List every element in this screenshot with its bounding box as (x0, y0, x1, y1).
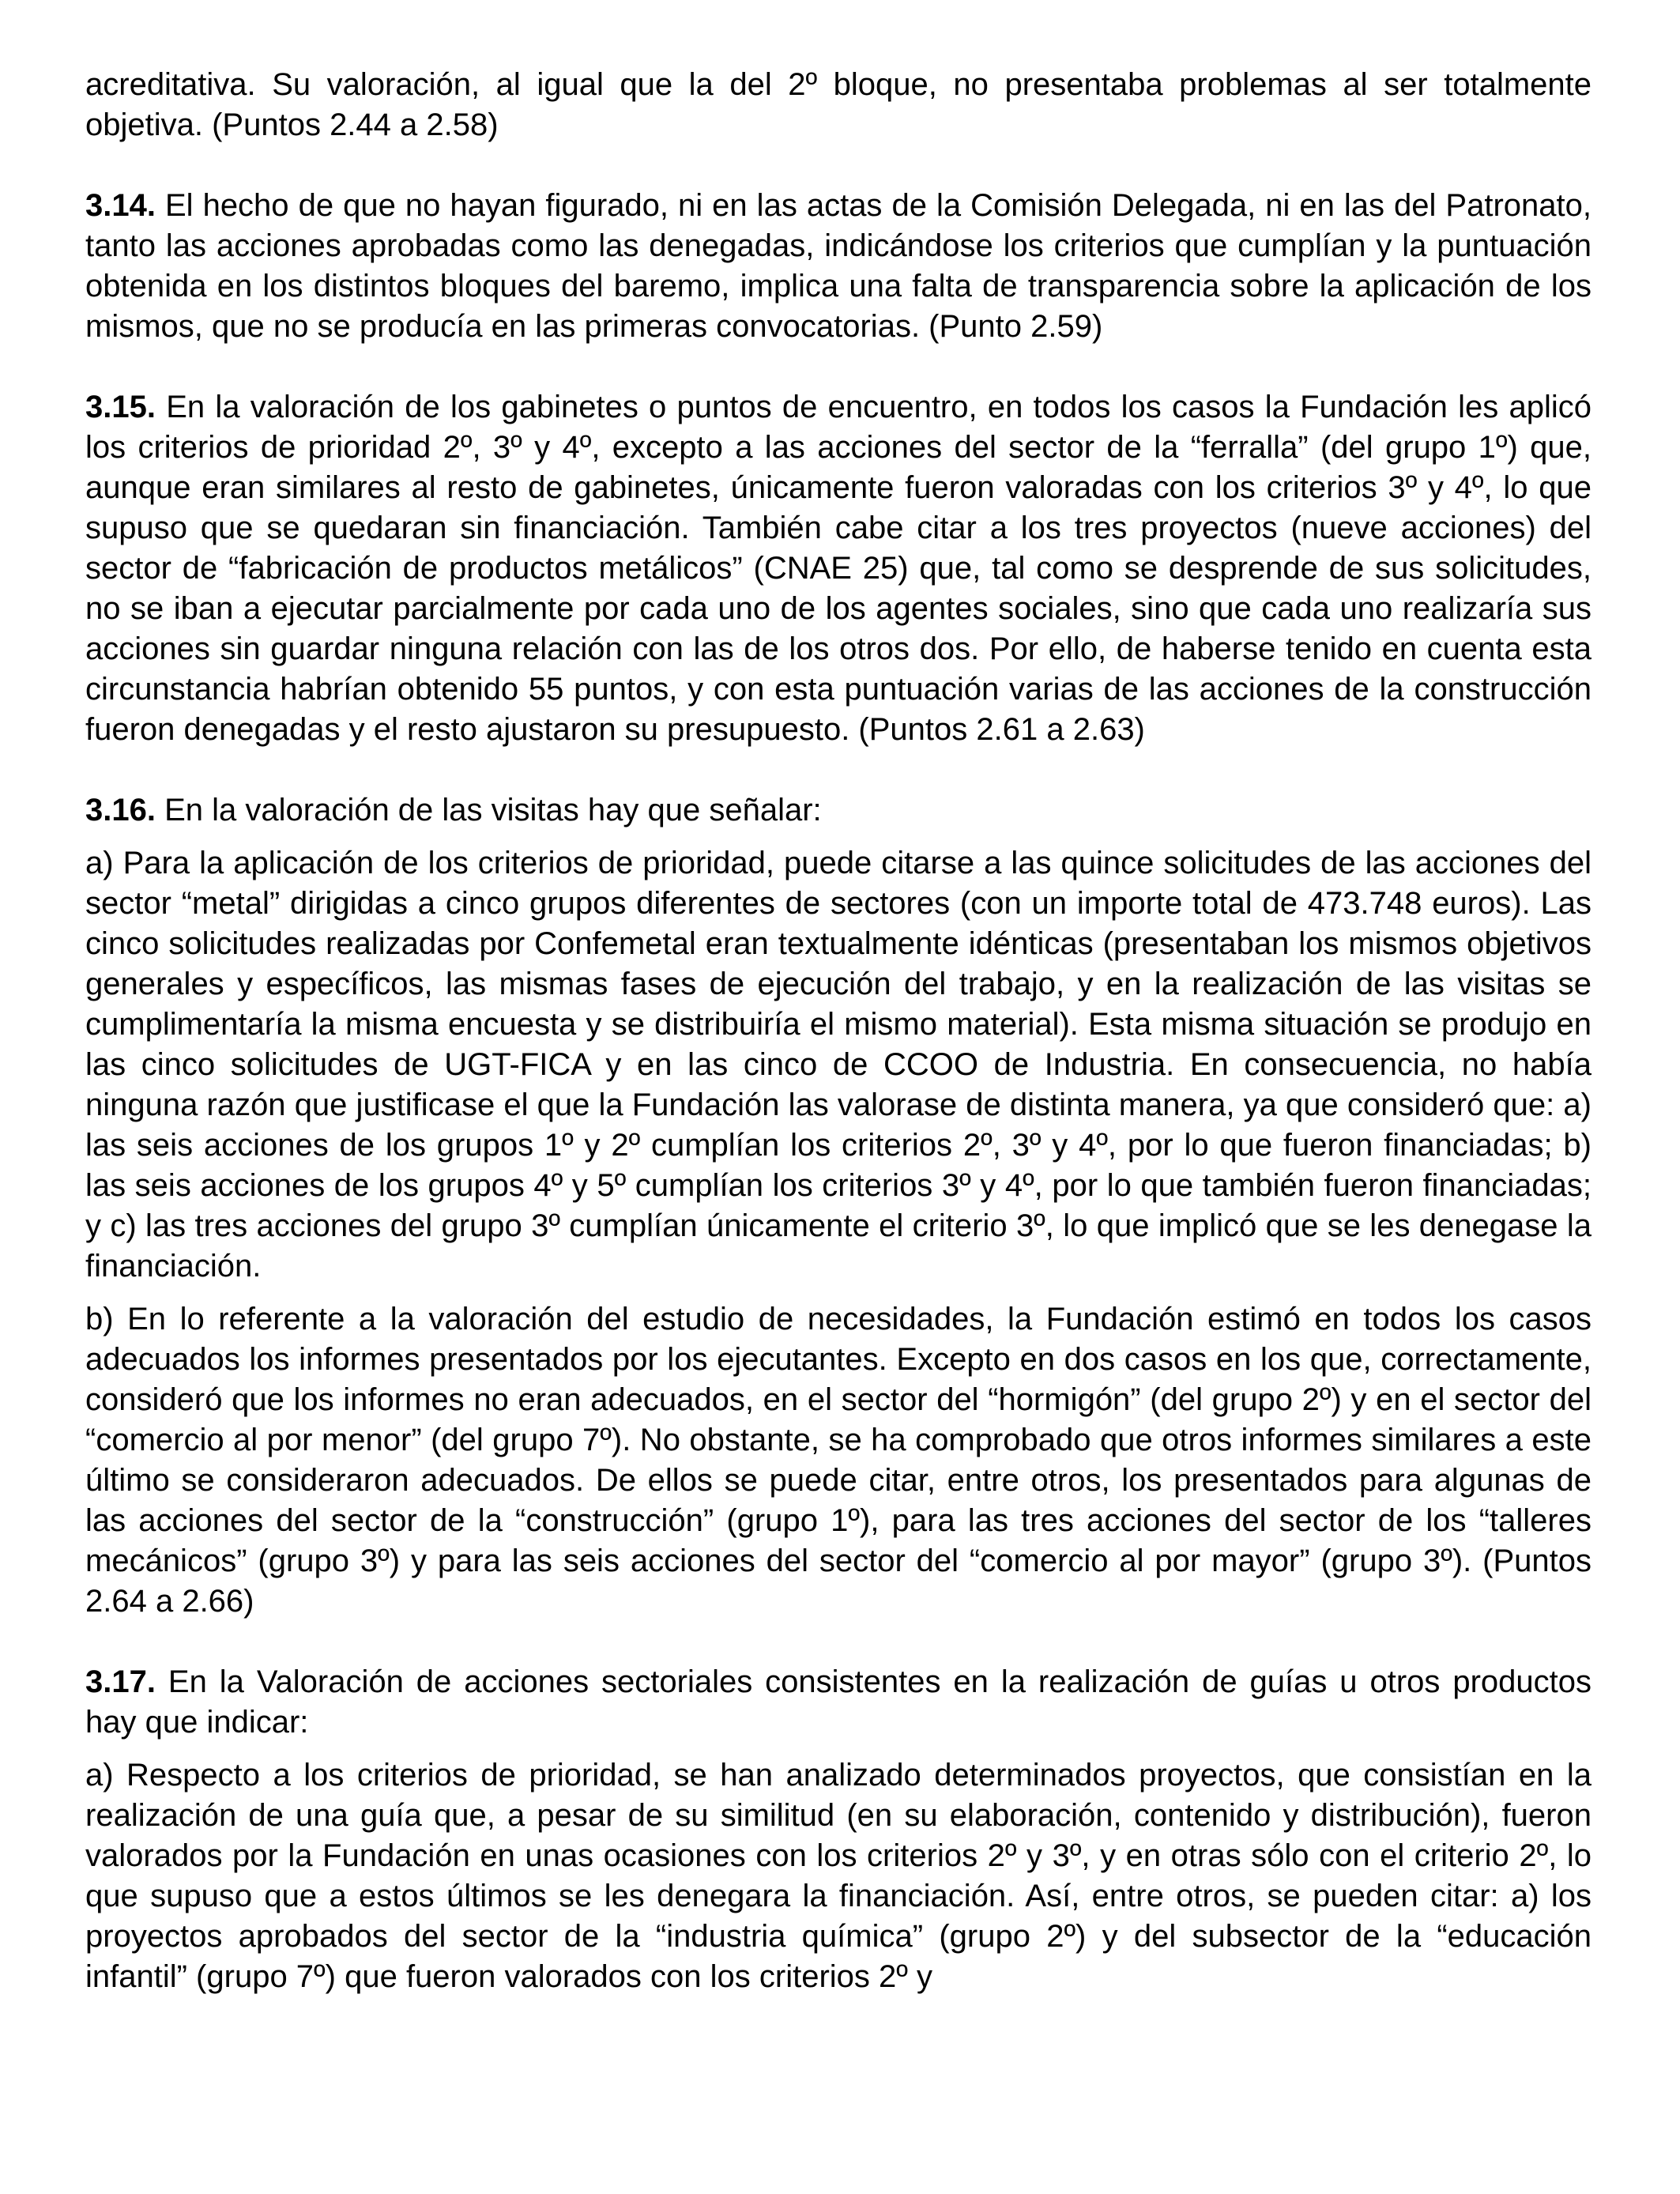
paragraph-3-16-b (85, 1299, 1591, 1622)
paragraph-text: En la valoración de los gabinetes o puntos de encuentro, en todos los casos la Fundación les aplicó los criterios de prioridad 2º, 3º y 4º, excepto a las acciones del sector de la “ferralla” (del grupo 1º) que, aunque eran similares al resto de gabinetes, únicamente fueron valoradas con los criterios 3º y 4º, lo que supuso que se quedaran sin financiación. También cabe citar a los tres proyectos (nueve acciones) del sector de “fabricación de productos metálicos” (CNAE 25) que, tal como se desprende de sus solicitudes, no se iban a ejecutar parcialmente por cada uno de los agentes sociales, sino que cada uno realizaría sus acciones sin guardar ninguna relación con las de los otros dos. Por ello, de haberse tenido en cuenta esta circunstancia habrían obtenido 55 puntos, y con esta puntuación varias de las acciones de la construcción fueron denegadas y el resto ajustaron su presupuesto. (Puntos 2.61 a 2.63) (85, 390, 1591, 747)
paragraph-text: a) Respecto a los criterios de prioridad, se han analizado determinados proyectos, que consistían en la realización de una guía que, a pesar de su similitud (en su elaboración, contenido y distribución), fueron valorados por la Fundación en unas ocasiones con los criterios 2º y 3º, y en otras sólo con el criterio 2º, lo que supuso que a estos últimos se les denegara la financiación. Así, entre otros, se pueden citar: a) los proyectos aprobados del sector de la “industria química” (grupo 2º) y del subsector de la “educación infantil” (grupo 7º) que fueron valorados con los criterios 2º y (85, 1758, 1591, 1994)
paragraph-text: b) En lo referente a la valoración del estudio de necesidades, la Fundación estimó en todos los casos adecuados los informes presentados por los ejecutantes. Excepto en dos casos en los que, correctamente, consideró que los informes no eran adecuados, en el sector del “hormigón” (del grupo 2º) y en el sector del “comercio al por menor” (del grupo 7º). No obstante, se ha comprobado que otros informes similares a este último se consideraron adecuados. De ellos se puede citar, entre otros, los presentados para algunas de las acciones del sector de la “construcción” (grupo 1º), para las tres acciones del sector de los “talleres mecánicos” (grupo 3º) y para las seis acciones del sector del “comercio al por mayor” (grupo 3º). (Puntos 2.64 a 2.66) (85, 1302, 1591, 1619)
paragraph-3-17-a (85, 1755, 1591, 1997)
paragraph-3-17 (85, 1662, 1591, 1743)
paragraph-number: 3.15. (85, 390, 156, 424)
paragraph-number: 3.16. (85, 793, 156, 827)
paragraph-text: En la Valoración de acciones sectoriales consistentes en la realización de guías u otros productos hay que indicar: (85, 1664, 1591, 1740)
paragraph-3-16 (85, 790, 1591, 831)
paragraph-3-15 (85, 387, 1591, 750)
paragraph-continuation (85, 65, 1591, 145)
document-page (85, 65, 1591, 1997)
paragraph-number: 3.17. (85, 1664, 156, 1699)
paragraph-number: 3.14. (85, 188, 156, 223)
paragraph-3-16-a (85, 843, 1591, 1287)
paragraph-text: a) Para la aplicación de los criterios de prioridad, puede citarse a las quince solicitudes de las acciones del sector “metal” dirigidas a cinco grupos diferentes de sectores (con un importe total de 473.748 euros). Las cinco solicitudes realizadas por Confemetal eran textualmente idénticas (presentaban los mismos objetivos generales y específicos, las mismas fases de ejecución del trabajo, y en la realización de las visitas se cumplimentaría la misma encuesta y se distribuiría el mismo material). Esta misma situación se produjo en las cinco solicitudes de UGT-FICA y en las cinco de CCOO de Industria. En consecuencia, no había ninguna razón que justificase el que la Fundación las valorase de distinta manera, ya que consideró que: a) las seis acciones de los grupos 1º y 2º cumplían los criterios 2º, 3º y 4º, por lo que fueron financiadas; b) las seis acciones de los grupos 4º y 5º cumplían los criterios 3º y 4º, por lo que también fueron financiadas; y c) las tres acciones del grupo 3º cumplían únicamente el criterio 3º, lo que implicó que se les denegase la financiación. (85, 846, 1591, 1284)
paragraph-3-14 (85, 186, 1591, 347)
paragraph-text: El hecho de que no hayan figurado, ni en las actas de la Comisión Delegada, ni en las del Patronato, tanto las acciones aprobadas como las denegadas, indicándose los criterios que cumplían y la puntuación obtenida en los distintos bloques del baremo, implica una falta de transparencia sobre la aplicación de los mismos, que no se producía en las primeras convocatorias. (Punto 2.59) (85, 188, 1591, 344)
paragraph-text: En la valoración de las visitas hay que señalar: (155, 793, 822, 827)
paragraph-text: acreditativa. Su valoración, al igual que la del 2º bloque, no presentaba problemas al ser totalmente objetiva. (Puntos 2.44 a 2.58) (85, 67, 1591, 142)
